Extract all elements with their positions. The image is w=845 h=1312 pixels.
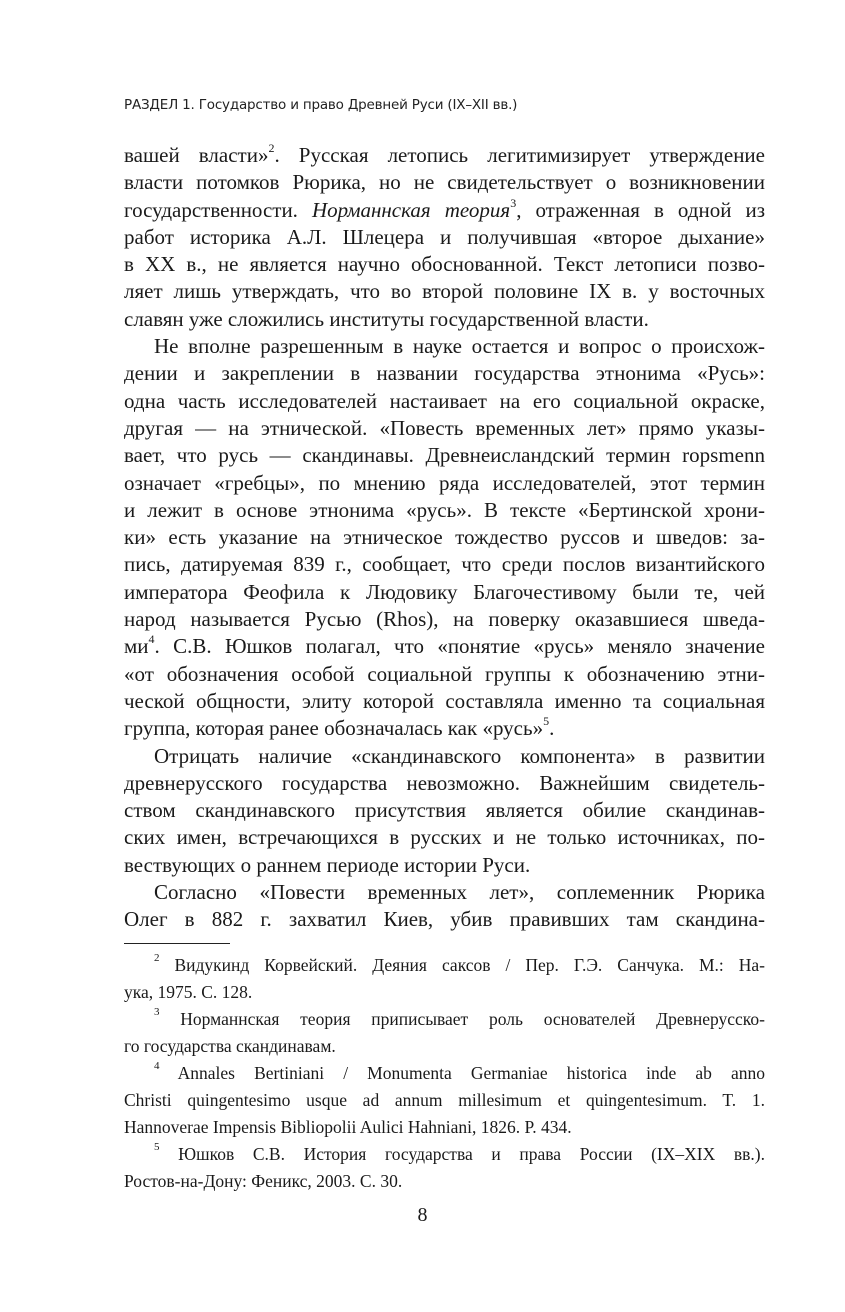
text-line: [124, 852, 765, 879]
text-line: [124, 251, 765, 278]
text-run: Annales Bertiniani / Monumenta Germaniae historica inde ab anno: [159, 1063, 765, 1083]
text-run: Олег в 882 г. захватил Киев, убив правивших там скандина-: [124, 907, 765, 932]
text-run: , отраженная в одной из: [516, 197, 765, 222]
text-line: [124, 278, 765, 305]
text-line: [124, 879, 765, 906]
text-run: и лежит в основе этнонима «русь». В тексте «Бертинской хрони-: [124, 497, 765, 522]
text-line: [124, 824, 765, 851]
text-run: Ростов-на-Дону: Феникс, 2003. С. 30.: [124, 1171, 403, 1191]
text-run: означает «гребцы», по мнению ряда исследователей, этот термин: [124, 470, 765, 495]
text-run: вествующих о раннем периоде истории Руси.: [124, 852, 531, 877]
text-line: [124, 688, 765, 715]
text-line: [124, 333, 765, 360]
text-run: ческой общности, элиту которой составляла именно та социальная: [124, 688, 765, 713]
text-run: .: [549, 716, 555, 741]
text-run: . Русская летопись легитимизирует утверждение: [274, 143, 765, 167]
text-run: «от обозначения особой социальной группы к обозначению этни-: [124, 661, 765, 686]
text-run: Не вполне разрешенным в науке остается и вопрос о происхож-: [154, 334, 765, 359]
text-run: вает, что русь — скандинавы. Древнеисландский термин ropsmenn: [124, 443, 765, 468]
text-line: [124, 579, 765, 606]
emphasis-text: Норманнская теория: [311, 197, 511, 222]
text-run: . С.В. Юшков полагал, что «понятие «русь» меняло значение: [154, 634, 765, 659]
text-line: [124, 442, 765, 469]
text-line: [124, 906, 765, 933]
text-run: ука, 1975. С. 128.: [124, 982, 253, 1002]
text-run: народ называется Русью (Rhos), на поверку оказавшиеся шведа-: [124, 607, 765, 632]
footnotes: [124, 952, 765, 1195]
text-line: [124, 770, 765, 797]
text-run: в XX в., не является научно обоснованной. Текст летописи позво-: [124, 252, 765, 277]
footnote-ref: 5: [154, 1141, 160, 1153]
text-run: императора Феофила к Людовику Благочестивому были те, чей: [124, 579, 765, 604]
running-header: РАЗДЕЛ 1. Государство и право Древней Руси (IX–XII вв.): [124, 97, 518, 113]
text-run: группа, которая ранее обозначалась как «русь»: [124, 716, 544, 741]
text-line: [124, 661, 765, 688]
text-line: [124, 388, 765, 415]
footnote-line: [124, 1060, 765, 1087]
text-line: [124, 360, 765, 387]
text-run: ских имен, встречающихся в русских и не только источниках, по-: [124, 825, 765, 850]
text-line: [124, 497, 765, 524]
footnote-line: [124, 979, 765, 1006]
text-run: работ историка А.Л. Шлецера и получившая «второе дыхание»: [124, 224, 765, 249]
text-run: древнерусского государства невозможно. Важнейшим свидетель-: [124, 770, 765, 795]
text-run: Юшков С.В. История государства и права России (IX–XIX вв.).: [159, 1144, 765, 1164]
text-run: славян уже сложились институты государственной власти.: [124, 306, 649, 331]
text-run: Отрицать наличие «скандинавского компонента» в развитии: [154, 743, 765, 768]
text-line: [124, 606, 765, 633]
text-run: Hannoverae Impensis Bibliopolii Aulici Hahniani, 1826. P. 434.: [124, 1117, 572, 1137]
text-line: [124, 797, 765, 824]
text-run: го государства скандинавам.: [124, 1036, 336, 1056]
footnote-separator: [124, 943, 230, 944]
text-run: государственности.: [124, 197, 312, 222]
footnote-ref: 3: [510, 195, 517, 210]
text-run: Норманнская теория приписывает роль основателей Древнерусско-: [159, 1009, 765, 1029]
footnote-ref: 5: [543, 714, 550, 729]
footnote-ref: 4: [148, 632, 155, 647]
text-run: Согласно «Повести временных лет», соплеменник Рюрика: [154, 880, 765, 905]
footnote-ref: 3: [154, 1006, 160, 1018]
text-run: ки» есть указание на этническое тождество руссов и шведов: за-: [124, 525, 765, 550]
footnote-ref: 2: [154, 952, 160, 964]
footnote-ref: 4: [154, 1060, 160, 1072]
text-line: [124, 224, 765, 251]
text-run: власти потомков Рюрика, но не свидетельствует о возникновении: [124, 170, 765, 195]
footnote-line: [124, 1168, 765, 1195]
text-run: Видукинд Корвейский. Деяния саксов / Пер. Г.Э. Санчука. М.: На-: [159, 955, 765, 975]
text-line: [124, 197, 765, 224]
text-run: другая — на этнической. «Повесть временных лет» прямо указы-: [124, 415, 765, 440]
text-run: ляет лишь утверждать, что во второй половине IX в. у восточных: [124, 279, 765, 304]
footnote-line: [124, 952, 765, 979]
text-run: ством скандинавского присутствия является обилие скандинав-: [124, 798, 765, 823]
footnote-ref: 2: [268, 141, 275, 155]
text-run: пись, датируемая 839 г., сообщает, что среди послов византийского: [124, 552, 765, 577]
text-line: [124, 715, 765, 742]
main-text: [124, 142, 765, 934]
text-line: [124, 306, 765, 333]
footnote-line: [124, 1006, 765, 1033]
text-run: ми: [124, 634, 149, 659]
text-line: [124, 142, 765, 169]
text-line: [124, 169, 765, 196]
text-line: [124, 524, 765, 551]
text-run: одна часть исследователей настаивает на его социальной окраске,: [124, 388, 765, 413]
text-line: [124, 551, 765, 578]
text-line: [124, 743, 765, 770]
text-run: Christi quingentesimo usque ad annum millesimum et quingentesimum. T. 1.: [124, 1090, 765, 1110]
footnote-line: [124, 1114, 765, 1141]
footnote-line: [124, 1087, 765, 1114]
text-run: дении и закреплении в названии государства этнонима «Русь»:: [124, 361, 765, 386]
text-line: [124, 633, 765, 660]
page-number: 8: [417, 1204, 428, 1226]
text-run: вашей власти»: [124, 143, 269, 167]
footnote-line: [124, 1033, 765, 1060]
footnote-line: [124, 1141, 765, 1168]
text-line: [124, 470, 765, 497]
text-line: [124, 415, 765, 442]
